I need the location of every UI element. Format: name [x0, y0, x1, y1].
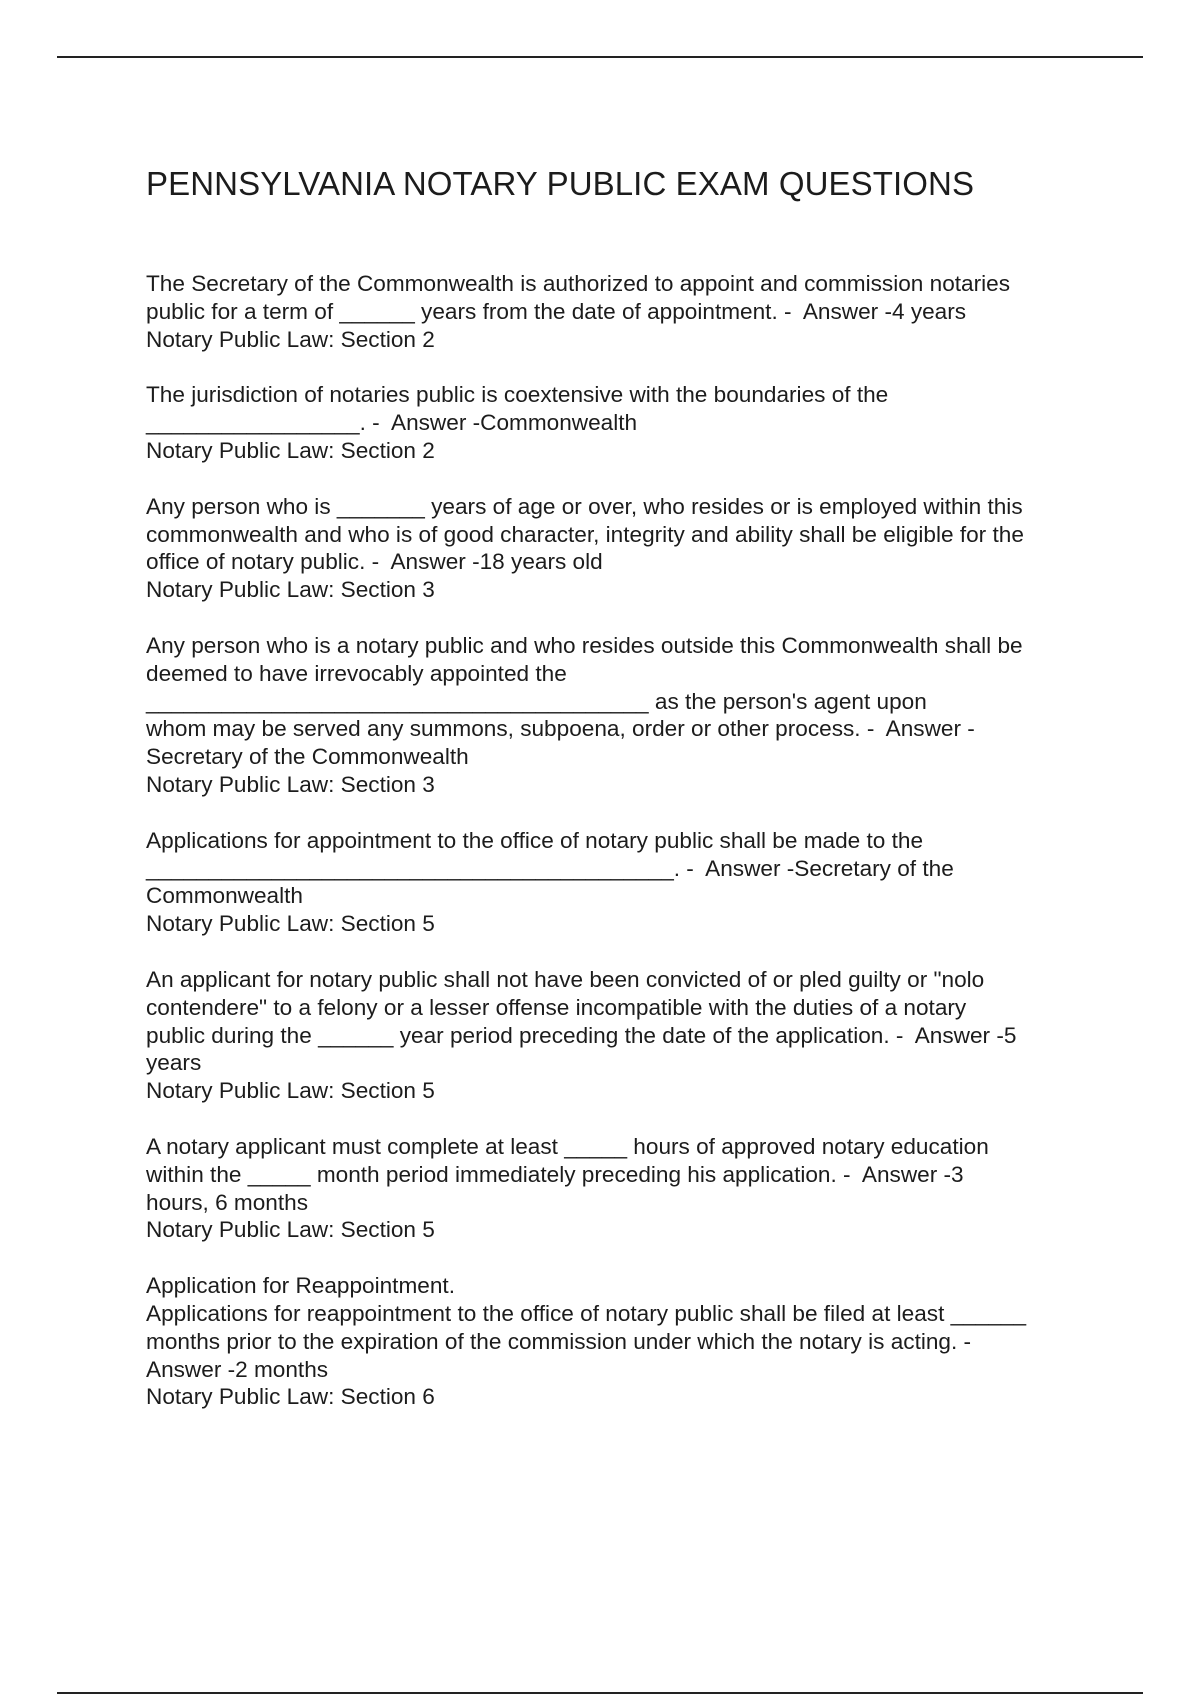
- question-text-line: Commonwealth: [146, 883, 303, 909]
- question-text-line: Notary Public Law: Section 3: [146, 771, 435, 797]
- page-title: PENNSYLVANIA NOTARY PUBLIC EXAM QUESTIONS: [146, 165, 975, 203]
- question-text-line: __________________________________________. - Answer -Secretary of the: [146, 855, 954, 881]
- question-text-line: months prior to the expiration of the commission under which the notary is acting. -: [146, 1328, 972, 1354]
- bottom-divider: [57, 1692, 1143, 1694]
- question-text-line: whom may be served any summons, subpoena, order or other process. - Answer -: [146, 716, 975, 742]
- question-text-line: ________________________________________ as the person's agent upon: [146, 688, 927, 714]
- question-text-line: public during the ______ year period preceding the date of the application. - Answer -5: [146, 1022, 1017, 1048]
- question-block: [146, 381, 1091, 464]
- question-block: [146, 270, 1091, 353]
- question-text-line: The Secretary of the Commonwealth is authorized to appoint and commission notaries: [146, 271, 1011, 296]
- top-divider: [57, 56, 1143, 58]
- question-text-line: Notary Public Law: Section 5: [146, 1217, 435, 1243]
- question-text-line: office of notary public. - Answer -18 years old: [146, 549, 603, 575]
- question-text-line: hours, 6 months: [146, 1189, 309, 1215]
- question-text-line: contendere" to a felony or a lesser offense incompatible with the duties of a notary: [146, 994, 967, 1020]
- question-text-line: Notary Public Law: Section 2: [146, 326, 435, 352]
- question-text-line: Notary Public Law: Section 6: [146, 1384, 435, 1410]
- question-block: [146, 966, 1091, 1105]
- question-text-line: Answer -2 months: [146, 1356, 329, 1382]
- question-text-line: Notary Public Law: Section 5: [146, 1078, 435, 1104]
- question-text-line: Notary Public Law: Section 5: [146, 911, 435, 937]
- question-text-line: Applications for appointment to the office of notary public shall be made to the: [146, 827, 924, 853]
- question-text-line: Any person who is _______ years of age or over, who resides or is employed within this: [146, 493, 1023, 519]
- question-text-line: The jurisdiction of notaries public is coextensive with the boundaries of the: [146, 382, 889, 408]
- question-text-line: years: [146, 1050, 202, 1076]
- question-text-line: Notary Public Law: Section 3: [146, 577, 435, 603]
- question-text-line: Notary Public Law: Section 2: [146, 437, 435, 463]
- question-text-line: Secretary of the Commonwealth: [146, 744, 469, 770]
- question-text-line: deemed to have irrevocably appointed the: [146, 660, 567, 686]
- question-text-line: commonwealth and who is of good character, integrity and ability shall be eligible for the: [146, 521, 1024, 547]
- question-list: [146, 270, 1091, 1439]
- question-text-line: within the _____ month period immediately preceding his application. - Answer -3: [146, 1161, 964, 1187]
- question-text-line: Applications for reappointment to the office of notary public shall be filed at least ______: [146, 1300, 1027, 1326]
- question-text-line: An applicant for notary public shall not have been convicted of or pled guilty or "nolo: [146, 966, 985, 992]
- question-text-line: A notary applicant must complete at least _____ hours of approved notary education: [146, 1133, 989, 1159]
- question-block: [146, 632, 1091, 799]
- question-block: [146, 493, 1091, 604]
- question-text-line: _________________. - Answer -Commonwealth: [146, 410, 638, 436]
- question-block: [146, 827, 1091, 938]
- question-text-line: Any person who is a notary public and who resides outside this Commonwealth shall be: [146, 632, 1023, 658]
- question-text-line: public for a term of ______ years from the date of appointment. - Answer -4 years: [146, 298, 967, 324]
- question-block: [146, 1133, 1091, 1244]
- question-block: [146, 1272, 1091, 1411]
- question-text-line: Application for Reappointment.: [146, 1273, 455, 1299]
